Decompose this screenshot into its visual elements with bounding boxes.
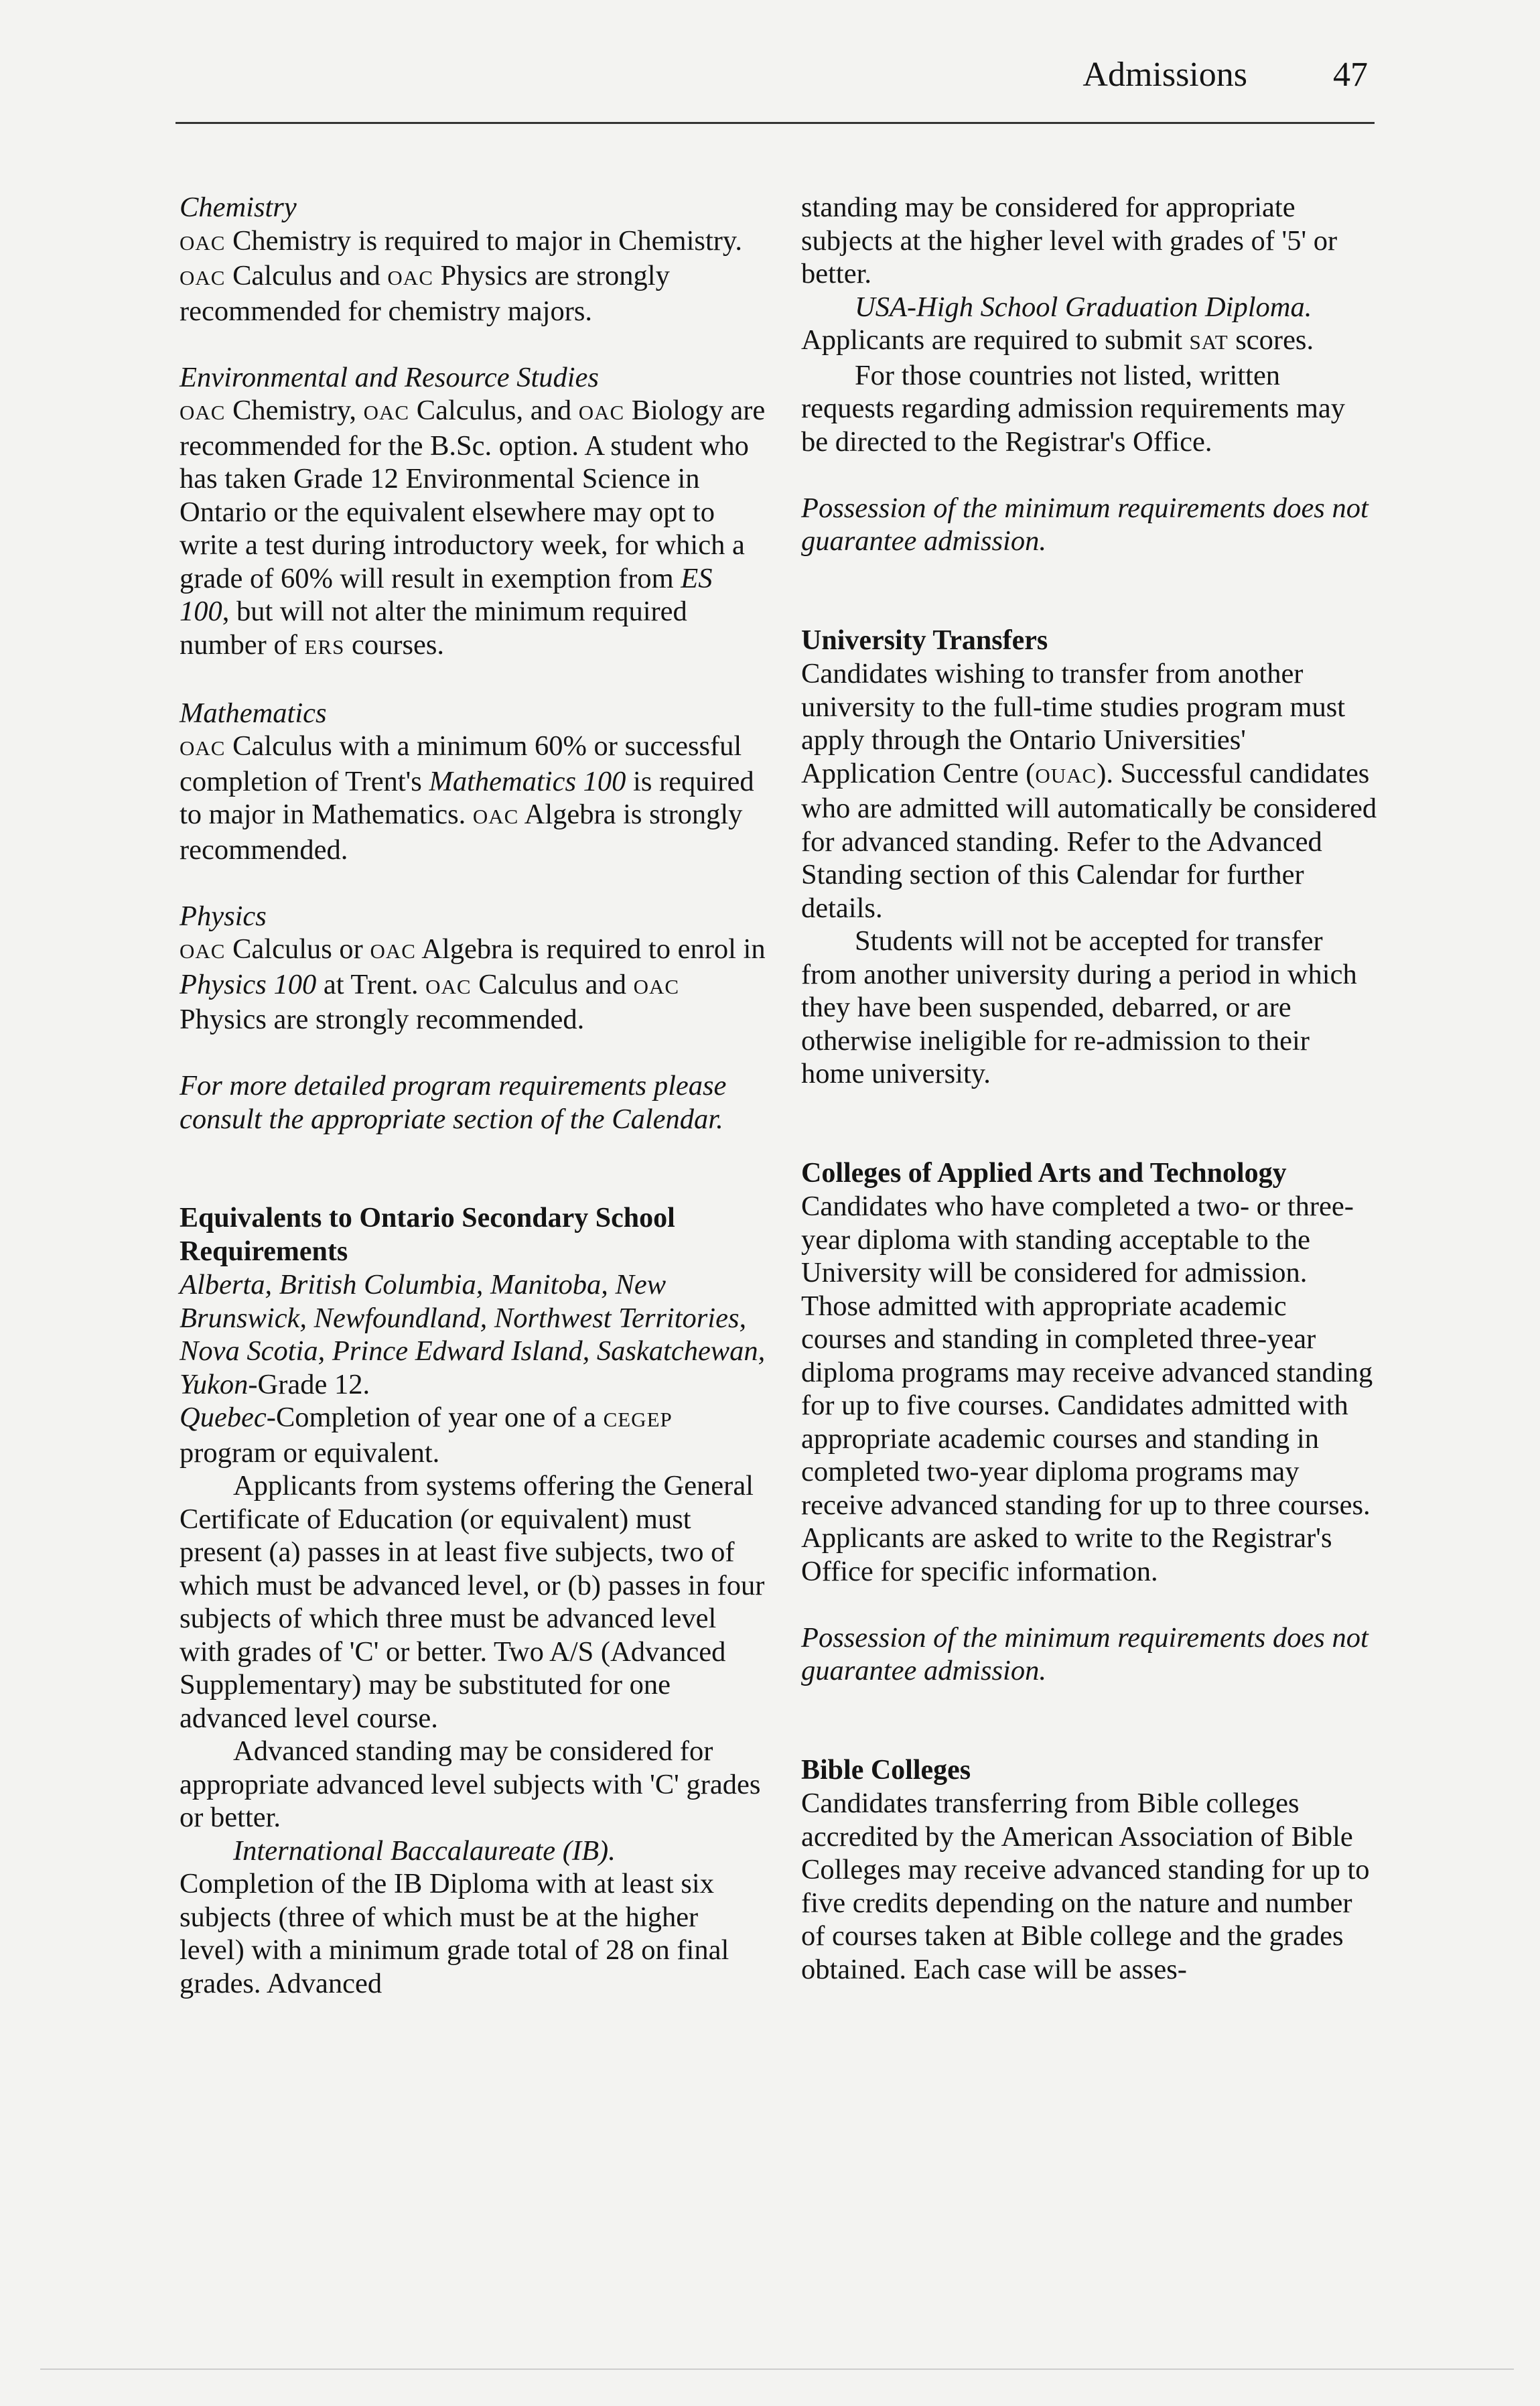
advanced-standing-text: Advanced standing may be considered for appropriate advanced level subjects with 'C' grades or better.: [180, 1735, 761, 1833]
bible-colleges-heading: Bible Colleges: [801, 1754, 971, 1786]
other-countries-text: For those countries not listed, written requests regarding admission requirements may be directed to the Registrar's Office.: [801, 359, 1346, 458]
env-text: OAC Chemistry, OAC Calculus, and OAC Biology are recommended for the B.Sc. option. A student who has taken Grade 12 Environmental Science in Ontario or the equivalent elsewhere may opt to write a test during introductory week, for which a grade of 60% will result in exemption from ES 100, but will not alter the minimum required number of ERS courses.: [180, 395, 766, 661]
running-header: [176, 42, 1375, 135]
bible-colleges-text: Candidates transferring from Bible colleges accredited by the American Association of Bible Colleges may receive advanced standing for up to five credits depending on the nature and number of courses taken at Bible college and the grades obtained. Each case will be asses-: [801, 1788, 1370, 1985]
program-requirements-note: For more detailed program requirements please consult the appropriate section of the Calendar.: [180, 1070, 727, 1135]
university-transfers-text: Candidates wishing to transfer from another university to the full-time studies program must apply through the Ontario Universities' Application Centre (OUAC). Successful candidates who are admitted will automatically be considered for advanced standing. Refer to the Advanced Standing section of this Calendar for further details.: [801, 658, 1377, 924]
possession-note-1: Possession of the minimum requirements does not guarantee admission.: [801, 492, 1369, 557]
chemistry-heading: Chemistry: [180, 192, 297, 223]
header-rule: [176, 122, 1375, 124]
university-transfers-text-2: Students will not be accepted for transfer from another university during a period in which they have been suspended, debarred, or are otherwise ineligible for re-admission to their home university.: [801, 925, 1357, 1089]
ib-text: Completion of the IB Diploma with at least six subjects (three of which must be at the higher level) with a minimum grade total of 28 on final grades. Advanced: [180, 1868, 729, 1999]
mathematics-text: OAC Calculus with a minimum 60% or successful completion of Trent's Mathematics 100 is required to major in Mathematics. OAC Algebra is strongly recommended.: [180, 730, 754, 866]
section-title: Admissions: [1082, 56, 1247, 94]
equivalents-heading: Equivalents to Ontario Secondary School Requirements: [180, 1203, 675, 1267]
usa-heading: USA-High School Graduation Diploma.: [855, 291, 1312, 323]
page-number: 47: [1333, 56, 1368, 94]
quebec-text: Quebec-Completion of year one of a CEGEP program or equivalent.: [180, 1402, 673, 1469]
physics-heading: Physics: [180, 900, 267, 932]
caat-heading: Colleges of Applied Arts and Technology: [801, 1157, 1287, 1189]
caat-text: Candidates who have completed a two- or three-year diploma with standing acceptable to the University will be considered for admission. Those admitted with appropriate academic courses and standing in completed three-year diploma programs may receive advanced standing for up to five courses. Candidates admitted with appropriate academic courses and standing in completed two-year diploma programs may receive advanced standing for up to three courses. Applicants are asked to write to the Registrar's Office for specific information.: [801, 1191, 1373, 1587]
ib-heading: International Baccalaureate (IB).: [233, 1834, 616, 1867]
env-heading: Environmental and Resource Studies: [180, 361, 599, 393]
ib-continued-text: standing may be considered for appropriate subjects at the higher level with grades of '5' or better.: [801, 192, 1338, 289]
left-column: [180, 191, 769, 2000]
usa-text: Applicants are required to submit SAT scores.: [801, 324, 1314, 356]
right-column: [801, 191, 1377, 1986]
gce-text: Applicants from systems offering the General Certificate of Education (or equivalent) must present (a) passes in at least five subjects, two of which must be advanced level, or (b) passes in four subjects of which three must be advanced level with grades of 'C' or better. Two A/S (Advanced Supplementary) may be substituted for one advanced level course.: [180, 1470, 765, 1734]
physics-text: OAC Calculus or OAC Algebra is required to enrol in Physics 100 at Trent. OAC Calculus and OAC Physics are strongly recommended.: [180, 933, 766, 1035]
page-edge-line: [40, 2368, 1514, 2370]
university-transfers-heading: University Transfers: [801, 624, 1048, 656]
possession-note-2: Possession of the minimum requirements does not guarantee admission.: [801, 1621, 1369, 1686]
chemistry-text: OAC Chemistry is required to major in Chemistry. OAC Calculus and OAC Physics are strongly recommended for chemistry majors.: [180, 224, 743, 327]
equivalents-provinces: Alberta, British Columbia, Manitoba, New Brunswick, Newfoundland, Northwest Territories, Nova Scotia, Prince Edward Island, Saskatchewan, Yukon-Grade 12.: [180, 1269, 766, 1400]
mathematics-heading: Mathematics: [180, 697, 327, 729]
